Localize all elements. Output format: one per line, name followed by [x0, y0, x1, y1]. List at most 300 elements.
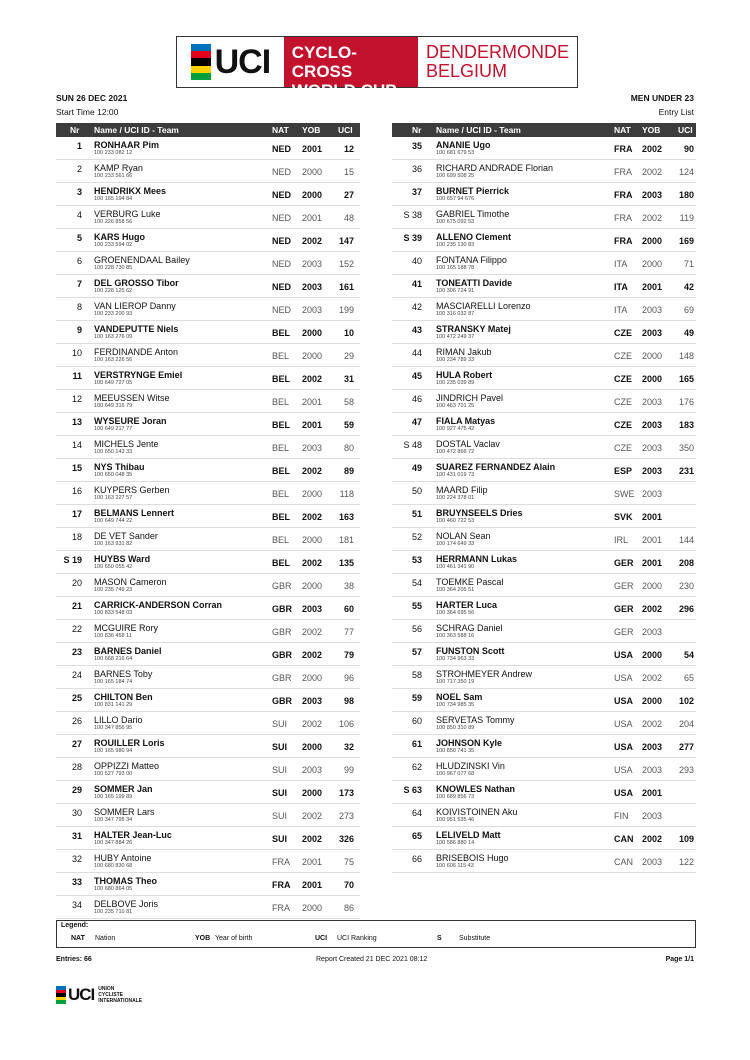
uci-id: 100 734 985 35 — [436, 702, 475, 708]
uci-id: 100 364 695 56 — [436, 610, 475, 616]
nationality: BEL — [272, 328, 290, 338]
event-place-line2: BELGIUM — [425, 61, 508, 81]
uci-ranking: 75 — [343, 857, 354, 867]
year-of-birth: 2003 — [302, 282, 323, 292]
nationality: CZE — [614, 443, 632, 453]
uci-id: 100 165 184 74 — [94, 679, 133, 685]
year-of-birth: 2002 — [302, 512, 323, 522]
uci-id: 100 527 793 00 — [94, 771, 133, 777]
rider-number: S 63 — [403, 785, 422, 795]
rider-name: ANANIE Ugo — [436, 140, 491, 150]
table-row — [56, 413, 360, 436]
uci-id: 100 163 276 09 — [94, 334, 133, 340]
rider-number: 66 — [411, 854, 422, 864]
uci-id: 100 233 082 12 — [94, 150, 133, 156]
uci-ranking: 161 — [338, 282, 354, 292]
list-type: Entry List — [658, 107, 694, 117]
rider-name: STROHMEYER Andrew — [436, 669, 533, 679]
year-of-birth: 2001 — [302, 213, 323, 223]
event-date: SUN 26 DEC 2021 — [56, 93, 128, 103]
rider-number: S 38 — [403, 210, 422, 220]
year-of-birth: 2003 — [302, 305, 323, 315]
year-of-birth: 2003 — [642, 305, 663, 315]
year-of-birth: 2002 — [302, 374, 323, 384]
header-name: Name / UCI ID - Team — [94, 125, 179, 135]
nationality: BEL — [272, 374, 290, 384]
year-of-birth: 2002 — [642, 213, 663, 223]
table-row — [392, 551, 696, 574]
year-of-birth: 2003 — [642, 328, 663, 338]
page-number: Page 1/1 — [665, 956, 694, 963]
uci-ranking: 204 — [678, 719, 694, 729]
nationality: SUI — [272, 765, 288, 775]
uci-id: 100 472 866 72 — [436, 449, 475, 455]
rider-name: MCGUIRE Rory — [94, 623, 159, 633]
rider-name: NOLAN Sean — [436, 531, 491, 541]
rider-name: HUYBS Ward — [94, 554, 151, 564]
uci-ranking: 118 — [339, 489, 354, 499]
uci-ranking: 49 — [683, 328, 694, 338]
legend-uci-desc: UCI Ranking — [337, 935, 377, 942]
uci-footer-logo — [56, 985, 142, 1005]
nationality: USA — [614, 765, 633, 775]
uci-ranking: 148 — [678, 351, 694, 361]
rider-number: 37 — [411, 187, 422, 197]
year-of-birth: 2000 — [642, 696, 663, 706]
table-row — [392, 459, 696, 482]
table-row — [56, 206, 360, 229]
year-of-birth: 2003 — [302, 259, 323, 269]
table-row — [392, 390, 696, 413]
nationality: SUI — [272, 788, 288, 798]
year-of-birth: 2003 — [642, 489, 663, 499]
rider-name: MICHELS Jente — [94, 439, 159, 449]
uci-ranking: 273 — [338, 811, 354, 821]
nationality: FIN — [614, 811, 629, 821]
legend-s-key: S — [437, 935, 442, 942]
uci-id: 100 233 594 02 — [94, 242, 133, 248]
year-of-birth: 2002 — [302, 834, 323, 844]
table-row — [392, 804, 696, 827]
right-entry-list — [392, 137, 696, 873]
uci-ranking: 180 — [678, 190, 694, 200]
uci-footer-logo-text: UCI — [68, 985, 95, 1004]
rider-number: 64 — [411, 808, 422, 818]
rider-number: 45 — [411, 371, 422, 381]
rider-number: 6 — [76, 256, 82, 266]
uci-ranking: 147 — [338, 236, 354, 246]
rider-name: BARNES Daniel — [94, 646, 162, 656]
rider-number: 28 — [71, 762, 82, 772]
rider-name: FIALA Matyas — [436, 416, 496, 426]
rider-number: 47 — [411, 417, 422, 427]
year-of-birth: 2002 — [302, 627, 323, 637]
table-row — [392, 620, 696, 643]
rider-number: 2 — [76, 164, 82, 174]
uci-ranking: 293 — [678, 765, 694, 775]
rider-name: BRUYNSEELS Dries — [436, 508, 523, 518]
uci-id: 100 234 789 33 — [436, 357, 475, 363]
year-of-birth: 2000 — [302, 788, 323, 798]
nationality: FRA — [272, 903, 290, 913]
uci-ranking: 106 — [338, 719, 354, 729]
rider-number: 1 — [76, 141, 82, 151]
rider-name: DELBOVE Joris — [94, 899, 159, 909]
nationality: NED — [272, 236, 292, 246]
rider-name: MASON Cameron — [94, 577, 167, 587]
uci-id: 100 235 130 83 — [436, 242, 475, 248]
uci-ranking: 79 — [343, 650, 354, 660]
uci-ranking: 77 — [343, 627, 354, 637]
year-of-birth: 2003 — [642, 397, 663, 407]
year-of-birth: 2002 — [302, 811, 323, 821]
rider-number: 4 — [76, 210, 82, 220]
year-of-birth: 2001 — [642, 282, 663, 292]
table-row — [56, 505, 360, 528]
rider-number: 27 — [71, 739, 82, 749]
table-row — [392, 229, 696, 252]
nationality: USA — [614, 673, 633, 683]
rider-name: CHILTON Ben — [94, 692, 153, 702]
rider-name: KNOWLES Nathan — [436, 784, 516, 794]
uci-id: 100 228 730 85 — [94, 265, 133, 271]
uci-ranking: 326 — [338, 834, 354, 844]
rider-name: FONTANA Filippo — [436, 255, 507, 265]
table-row — [56, 620, 360, 643]
uci-id: 100 165 980 94 — [94, 748, 133, 754]
rider-number: 23 — [71, 647, 82, 657]
rider-number: 57 — [411, 647, 422, 657]
table-row — [56, 252, 360, 275]
left-entry-list — [56, 137, 360, 919]
header-nr: Nr — [412, 125, 422, 135]
table-row — [392, 321, 696, 344]
rider-name: DE VET Sander — [94, 531, 158, 541]
uci-ranking: 296 — [678, 604, 694, 614]
nationality: FRA — [614, 190, 633, 200]
rider-number: 18 — [71, 532, 82, 542]
legend-nat-desc: Nation — [95, 935, 116, 942]
nationality: GBR — [272, 673, 292, 683]
rider-name: DEL GROSSO Tibor — [94, 278, 179, 288]
table-row — [56, 666, 360, 689]
table-row — [392, 827, 696, 850]
table-row — [56, 459, 360, 482]
nationality: USA — [614, 719, 633, 729]
uci-id: 100 734 963 33 — [436, 656, 475, 662]
rider-number: 16 — [71, 486, 82, 496]
nationality: CAN — [614, 857, 634, 867]
uci-ranking: 70 — [343, 880, 354, 890]
uci-ranking: 98 — [343, 696, 354, 706]
table-row — [56, 597, 360, 620]
uci-id: 100 235 039 89 — [436, 380, 475, 386]
rider-name: RIMAN Jakub — [436, 347, 492, 357]
year-of-birth: 2001 — [302, 144, 323, 154]
nationality: GBR — [272, 627, 292, 637]
rider-number: 65 — [411, 831, 422, 841]
table-row — [392, 689, 696, 712]
rider-number: S 39 — [403, 233, 422, 243]
rider-name: HULA Robert — [436, 370, 493, 380]
nationality: FRA — [614, 213, 632, 223]
uci-ranking: 59 — [343, 420, 354, 430]
uci-id: 100 650 048 35 — [94, 472, 133, 478]
rider-name: ROUILLER Loris — [94, 738, 165, 748]
nationality: GER — [614, 581, 634, 591]
rider-number: 20 — [71, 578, 82, 588]
rider-name: CARRICK-ANDERSON Corran — [94, 600, 223, 610]
event-title-line1: CYCLO-CROSS — [291, 43, 357, 81]
uci-ranking: 10 — [343, 328, 354, 338]
rider-number: 51 — [411, 509, 422, 519]
start-time: Start Time 12:00 — [56, 107, 119, 117]
year-of-birth: 2000 — [302, 535, 323, 545]
rider-name: WYSEURE Joran — [94, 416, 167, 426]
uci-id: 100 649 727 05 — [94, 380, 133, 386]
rider-name: KOIVISTOINEN Aku — [436, 807, 518, 817]
uci-id: 100 347 884 26 — [94, 840, 133, 846]
rider-number: 41 — [411, 279, 422, 289]
nationality: USA — [614, 788, 634, 798]
uci-ranking: 31 — [343, 374, 354, 384]
year-of-birth: 2000 — [642, 259, 663, 269]
rider-name: RONHAAR Pim — [94, 140, 160, 150]
rider-name: HALTER Jean-Luc — [94, 830, 172, 840]
report-created: Report Created 21 DEC 2021 08:12 — [316, 956, 428, 963]
rider-name: RICHARD ANDRADE Florian — [436, 163, 554, 173]
uci-id: 100 650 143 33 — [94, 449, 133, 455]
uci-ranking: 42 — [683, 282, 694, 292]
nationality: FRA — [272, 857, 290, 867]
uci-ranking: 27 — [343, 190, 354, 200]
rider-name: GABRIEL Timothe — [436, 209, 510, 219]
uci-ranking: 165 — [678, 374, 694, 384]
rider-name: NOEL Sam — [436, 692, 483, 702]
nationality: ITA — [614, 305, 628, 315]
nationality: USA — [614, 650, 634, 660]
nationality: BEL — [272, 397, 290, 407]
table-row — [56, 827, 360, 850]
rider-number: 50 — [411, 486, 422, 496]
nationality: GBR — [272, 696, 292, 706]
nationality: CZE — [614, 374, 632, 384]
uci-ranking: 29 — [343, 351, 354, 361]
uci-id: 100 235 749 23 — [94, 587, 133, 593]
table-row — [56, 321, 360, 344]
uci-ranking: 277 — [678, 742, 694, 752]
legend-nat-key: NAT — [71, 935, 85, 942]
rider-number: 9 — [76, 325, 82, 335]
year-of-birth: 2000 — [302, 903, 323, 913]
nationality: FRA — [614, 236, 633, 246]
uci-id: 100 233 200 93 — [94, 311, 133, 317]
table-row — [56, 528, 360, 551]
uci-id: 100 836 458 11 — [94, 633, 132, 639]
legend-uci-key: UCI — [315, 935, 328, 942]
rider-name: TONEATTI Davide — [436, 278, 513, 288]
uci-ranking: 152 — [338, 259, 354, 269]
uci-id: 100 460 722 53 — [436, 518, 475, 524]
rider-name: STRANSKY Matej — [436, 324, 511, 334]
nationality: BEL — [272, 420, 290, 430]
rider-number: 42 — [411, 302, 422, 312]
uci-id: 100 680 864 05 — [94, 886, 133, 892]
rider-number: 36 — [411, 164, 422, 174]
uci-id: 100 586 880 14 — [436, 840, 475, 846]
rider-number: 61 — [411, 739, 422, 749]
uci-ranking: 96 — [343, 673, 354, 683]
uci-id: 100 606 115 43 — [436, 863, 474, 869]
rider-number: S 48 — [403, 440, 422, 450]
rider-name: JINDRICH Pavel — [436, 393, 504, 403]
table-row — [392, 781, 696, 804]
table-row — [392, 137, 696, 160]
rider-number: 54 — [411, 578, 422, 588]
uci-ranking: 32 — [343, 742, 354, 752]
uci-id: 100 228 125 62 — [94, 288, 133, 294]
uci-ranking: 173 — [338, 788, 354, 798]
rider-number: 59 — [411, 693, 422, 703]
entries-count: Entries: 66 — [56, 956, 92, 963]
table-row — [392, 436, 696, 459]
table-row — [392, 275, 696, 298]
uci-id: 100 163 226 56 — [94, 357, 133, 363]
uci-ranking: 124 — [678, 167, 694, 177]
uci-id: 100 833 548 03 — [94, 610, 133, 616]
rider-name: HENDRIKX Mees — [94, 186, 167, 196]
rider-name: TOEMKE Pascal — [436, 577, 504, 587]
legend-yob-key: YOB — [195, 935, 211, 942]
nationality: GBR — [272, 581, 292, 591]
uci-id: 100 226 858 56 — [94, 219, 133, 225]
uci-logo — [177, 37, 284, 87]
year-of-birth: 2002 — [302, 558, 323, 568]
right-column-header — [392, 123, 696, 137]
uci-ranking: 183 — [678, 420, 694, 430]
uci-id: 100 224 378 01 — [436, 495, 475, 501]
nationality: CZE — [614, 420, 632, 430]
rider-name: FUNSTON Scott — [436, 646, 505, 656]
rider-name: HUBY Antoine — [94, 853, 152, 863]
nationality: SUI — [272, 742, 288, 752]
uci-id: 100 927 475 42 — [436, 426, 475, 432]
event-title — [284, 37, 418, 100]
rider-number: 3 — [76, 187, 82, 197]
rider-number: 21 — [71, 601, 82, 611]
rider-number: 31 — [71, 831, 82, 841]
rider-number: 13 — [71, 417, 82, 427]
year-of-birth: 2002 — [302, 650, 323, 660]
nationality: USA — [614, 742, 634, 752]
nationality: IRL — [614, 535, 629, 545]
nationality: NED — [272, 259, 292, 269]
nationality: BEL — [272, 558, 290, 568]
uci-ranking: 230 — [678, 581, 694, 591]
header-name: Name / UCI ID - Team — [436, 125, 521, 135]
nationality: BEL — [272, 443, 290, 453]
table-row — [392, 344, 696, 367]
rider-number: 10 — [71, 348, 82, 358]
uci-id: 100 347 795 34 — [94, 817, 133, 823]
uci-id: 100 951 535 46 — [436, 817, 475, 823]
rider-number: 32 — [71, 854, 82, 864]
rider-name: MEEUSSEN Witse — [94, 393, 170, 403]
uci-id: 100 717 350 19 — [436, 679, 475, 685]
year-of-birth: 2003 — [642, 627, 663, 637]
table-row — [56, 896, 360, 919]
year-of-birth: 2002 — [302, 719, 323, 729]
rider-name: DOSTAL Vaclav — [436, 439, 500, 449]
rider-name: ALLENO Clement — [436, 232, 512, 242]
uci-ranking: 90 — [683, 144, 694, 154]
table-row — [392, 367, 696, 390]
table-row — [56, 850, 360, 873]
nationality: CZE — [614, 397, 632, 407]
year-of-birth: 2002 — [642, 834, 663, 844]
event-banner — [176, 36, 578, 100]
table-row — [56, 390, 360, 413]
rider-number: 7 — [76, 279, 82, 289]
uci-id: 100 668 216 64 — [94, 656, 133, 662]
nationality: SUI — [272, 719, 288, 729]
table-row — [56, 781, 360, 804]
rider-name: HLUDZINSKI Vin — [436, 761, 505, 771]
organization-name — [98, 986, 142, 1004]
uci-id: 100 235 710 81 — [94, 909, 133, 915]
rider-number: 62 — [411, 762, 422, 772]
uci-ranking: 176 — [678, 397, 694, 407]
nationality: NED — [272, 305, 292, 315]
year-of-birth: 2003 — [642, 190, 663, 200]
rider-number: 26 — [71, 716, 82, 726]
rider-name: LILLO Dario — [94, 715, 143, 725]
year-of-birth: 2001 — [642, 535, 663, 545]
uci-ranking: 109 — [678, 834, 694, 844]
uci-ranking: 60 — [343, 604, 354, 614]
table-row — [56, 551, 360, 574]
table-row — [392, 413, 696, 436]
rider-number: 52 — [411, 532, 422, 542]
uci-ranking: 15 — [343, 167, 354, 177]
uci-id: 100 967 077 68 — [436, 771, 475, 777]
table-row — [56, 712, 360, 735]
table-row — [56, 275, 360, 298]
rider-name: MAARD Filip — [436, 485, 488, 495]
rider-name: SOMMER Jan — [94, 784, 153, 794]
uci-id: 100 850 741 35 — [436, 748, 475, 754]
legend-title: Legend: — [61, 922, 89, 929]
rider-name: VERSTRYNGE Emiel — [94, 370, 183, 380]
nationality: ITA — [614, 282, 628, 292]
uci-id: 100 649 744 22 — [94, 518, 133, 524]
header-yob: YOB — [642, 125, 661, 135]
event-place-line1: DENDERMONDE — [425, 42, 569, 62]
rider-number: 17 — [71, 509, 82, 519]
uci-id: 100 163 931 82 — [94, 541, 133, 547]
table-row — [392, 643, 696, 666]
year-of-birth: 2001 — [642, 788, 663, 798]
uci-ranking: 86 — [343, 903, 354, 913]
rider-number: 58 — [411, 670, 422, 680]
header-uci: UCI — [678, 125, 693, 135]
nationality: GER — [614, 558, 634, 568]
rider-number: 40 — [411, 256, 422, 266]
rider-name: SERVETAS Tommy — [436, 715, 515, 725]
nationality: GBR — [272, 604, 292, 614]
rider-number: 15 — [71, 463, 82, 473]
uci-ranking: 99 — [343, 765, 354, 775]
